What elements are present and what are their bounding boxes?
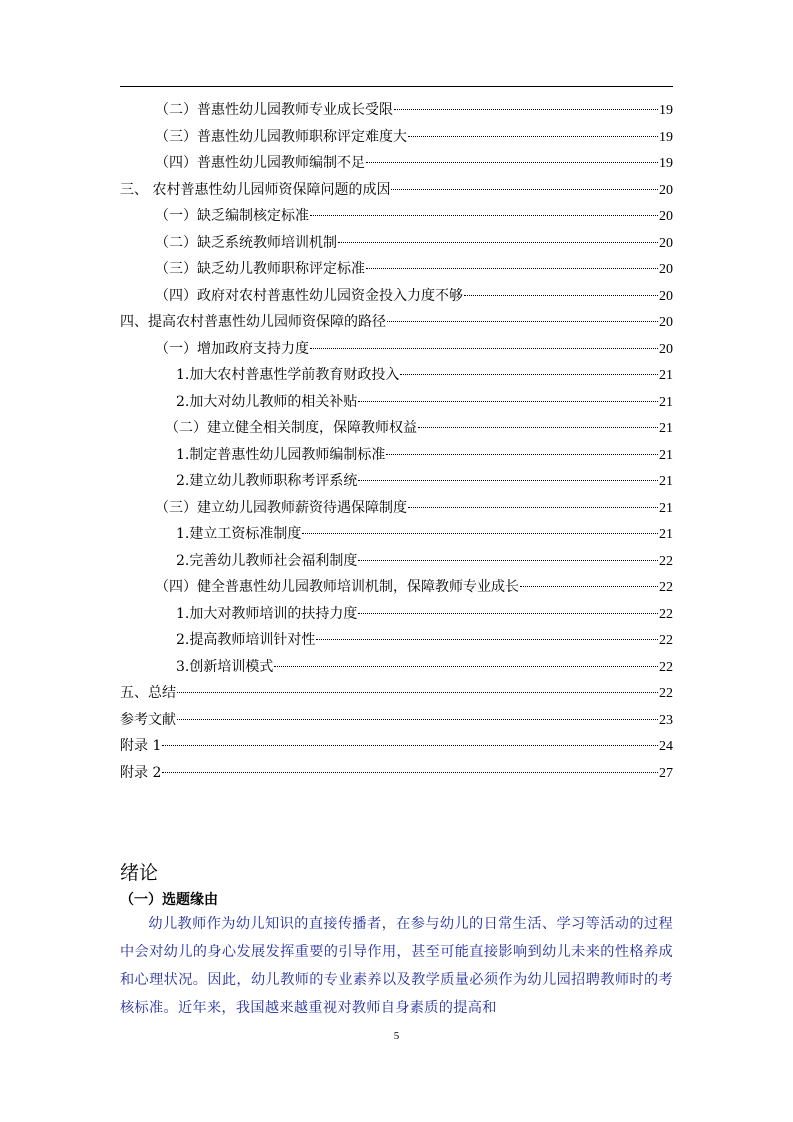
toc-entry-title: 1.建立工资标准制度: [176, 526, 302, 542]
toc-entry-title: （二）建立健全相关制度，保障教师权益: [165, 420, 417, 436]
toc-entry-page: 20: [659, 182, 673, 198]
toc-dot-leader: [274, 664, 658, 667]
toc-entry-title: （四）普惠性幼儿园教师编制不足: [155, 155, 365, 171]
toc-dot-leader: [162, 743, 658, 746]
toc-entry[interactable]: [120, 680, 673, 707]
toc-dot-leader: [310, 346, 658, 349]
toc-dot-leader: [387, 319, 658, 322]
page-number: 5: [393, 1030, 400, 1042]
toc-entry-page: 22: [659, 580, 673, 595]
toc-entry-page: 22: [659, 686, 673, 701]
toc-entry-page: 21: [659, 421, 673, 436]
toc-entry[interactable]: [120, 362, 673, 389]
toc-entry-page: 19: [659, 129, 673, 145]
toc-entry[interactable]: [120, 283, 673, 310]
toc-entry-page: 22: [659, 659, 673, 675]
toc-entry-title: 附录 2: [120, 764, 162, 781]
toc-entry-title: （三）建立幼儿园教师薪资待遇保障制度: [155, 499, 407, 516]
toc-entry[interactable]: [120, 203, 673, 230]
toc-entry-page: 22: [659, 606, 673, 622]
toc-entry-title: （一）缺乏编制核定标准: [155, 208, 309, 224]
toc-entry-page: 20: [659, 235, 673, 251]
toc-dot-leader: [358, 558, 658, 561]
toc-dot-leader: [177, 717, 658, 720]
toc-entry[interactable]: [120, 230, 673, 257]
toc-dot-leader: [408, 134, 658, 137]
toc-entry-title: 1.加大对教师培训的扶持力度: [176, 605, 358, 622]
toc-entry-title: 1.制定普惠性幼儿园教师编制标准: [176, 446, 386, 463]
toc-dot-leader: [418, 425, 658, 428]
toc-entry-page: 22: [659, 633, 673, 648]
toc-dot-leader: [391, 187, 658, 190]
toc-dot-leader: [338, 240, 658, 243]
toc-entry-page: 27: [659, 765, 673, 781]
toc-entry-page: 21: [659, 394, 673, 410]
toc-dot-leader: [302, 531, 658, 534]
toc-entry-title: （二）普惠性幼儿园教师专业成长受限: [155, 102, 393, 118]
toc-entry-title: 2.完善幼儿教师社会福利制度: [176, 552, 358, 569]
toc-entry[interactable]: [120, 548, 673, 575]
toc-entry[interactable]: [120, 336, 673, 363]
toc-entry[interactable]: [120, 124, 673, 151]
toc-dot-leader: [366, 160, 658, 163]
toc-entry-title: 1.加大农村普惠性学前教育财政投入: [176, 367, 400, 383]
toc-entry[interactable]: [120, 389, 673, 416]
toc-entry-page: 22: [659, 553, 673, 569]
body-paragraph: 幼儿教师作为幼儿知识的直接传播者，在参与幼儿的日常生活、学习等活动的过程中会对幼儿的身心发展发挥重要的引导作用，甚至可能直接影响到幼儿未来的性格养成和心理状况。因此，幼儿教师的专业素养以及教学质量必须作为幼儿园招聘教师时的考核标准。近年来，我国越来越重视对教师自身素质的提高和: [120, 916, 673, 1016]
toc-entry-title: （三）缺乏幼儿教师职称评定标准: [155, 261, 365, 277]
toc-entry-title: 四、提高农村普惠性幼儿园师资保障的路径: [120, 314, 386, 330]
toc-entry[interactable]: [120, 97, 673, 124]
toc-entry[interactable]: [120, 177, 673, 204]
toc-entry-page: 21: [659, 500, 673, 516]
toc-dot-leader: [162, 770, 658, 773]
toc-entry[interactable]: [120, 574, 673, 601]
toc-entry-page: 21: [659, 447, 673, 463]
toc-entry[interactable]: [120, 415, 673, 442]
toc-entry-title: 2.建立幼儿教师职称考评系统: [176, 473, 358, 489]
toc-entry[interactable]: [120, 654, 673, 681]
toc-entry-title: 2.提高教师培训针对性: [176, 632, 316, 648]
toc-dot-leader: [400, 372, 658, 375]
toc-entry-page: 19: [659, 156, 673, 171]
toc-entry-title: （四）健全普惠性幼儿园教师培训机制，保障教师专业成长: [155, 579, 519, 595]
toc-entry-page: 20: [659, 341, 673, 357]
toc-entry-page: 19: [659, 103, 673, 118]
toc-entry[interactable]: [120, 627, 673, 654]
toc-entry-title: （四）政府对农村普惠性幼儿园资金投入力度不够: [155, 287, 463, 304]
toc-entry-page: 20: [659, 288, 673, 304]
section-title: 绪论: [120, 862, 159, 884]
toc-entry[interactable]: [120, 760, 673, 787]
toc-entry-page: 23: [659, 712, 673, 728]
toc-dot-leader: [520, 584, 658, 587]
toc-dot-leader: [177, 690, 658, 693]
toc-entry-title: 三、 农村普惠性幼儿园师资保障问题的成因: [120, 181, 391, 198]
toc-entry[interactable]: [120, 150, 673, 177]
toc-dot-leader: [316, 637, 658, 640]
toc-entry-page: 20: [659, 209, 673, 224]
toc-entry-title: 2.加大对幼儿教师的相关补贴: [176, 393, 358, 410]
toc-dot-leader: [386, 452, 658, 455]
toc-entry[interactable]: [120, 601, 673, 628]
toc-dot-leader: [358, 611, 658, 614]
toc-dot-leader: [366, 266, 658, 269]
toc-entry-title: 3.创新培训模式: [176, 658, 274, 675]
subsection-title: （一）选题缘由: [120, 892, 218, 908]
toc-entry-title: （三）普惠性幼儿园教师职称评定难度大: [155, 128, 407, 145]
toc-entry[interactable]: [120, 442, 673, 469]
toc-entry-page: 20: [659, 262, 673, 277]
toc-dot-leader: [394, 107, 658, 110]
toc-entry[interactable]: [120, 733, 673, 760]
toc-entry[interactable]: [120, 309, 673, 336]
toc-dot-leader: [310, 213, 658, 216]
toc-entry-title: （一）增加政府支持力度: [155, 340, 309, 357]
toc-entry[interactable]: [120, 707, 673, 734]
header-rule: [120, 86, 673, 87]
table-of-contents: [120, 97, 673, 786]
toc-dot-leader: [464, 293, 658, 296]
toc-dot-leader: [408, 505, 658, 508]
toc-entry[interactable]: [120, 521, 673, 548]
toc-entry-title: （二）缺乏系统教师培训机制: [155, 234, 337, 251]
toc-entry-page: 21: [659, 527, 673, 542]
toc-entry[interactable]: [120, 256, 673, 283]
toc-entry[interactable]: [120, 468, 673, 495]
toc-entry-title: 附录 1: [120, 738, 162, 754]
toc-dot-leader: [358, 399, 658, 402]
toc-entry-page: 20: [659, 315, 673, 330]
toc-entry-page: 21: [659, 368, 673, 383]
toc-dot-leader: [358, 478, 658, 481]
toc-entry[interactable]: [120, 495, 673, 522]
toc-entry-title: 五、总结: [120, 685, 176, 701]
toc-entry-page: 24: [659, 739, 673, 754]
toc-entry-title: 参考文献: [120, 711, 176, 728]
toc-entry-page: 21: [659, 474, 673, 489]
